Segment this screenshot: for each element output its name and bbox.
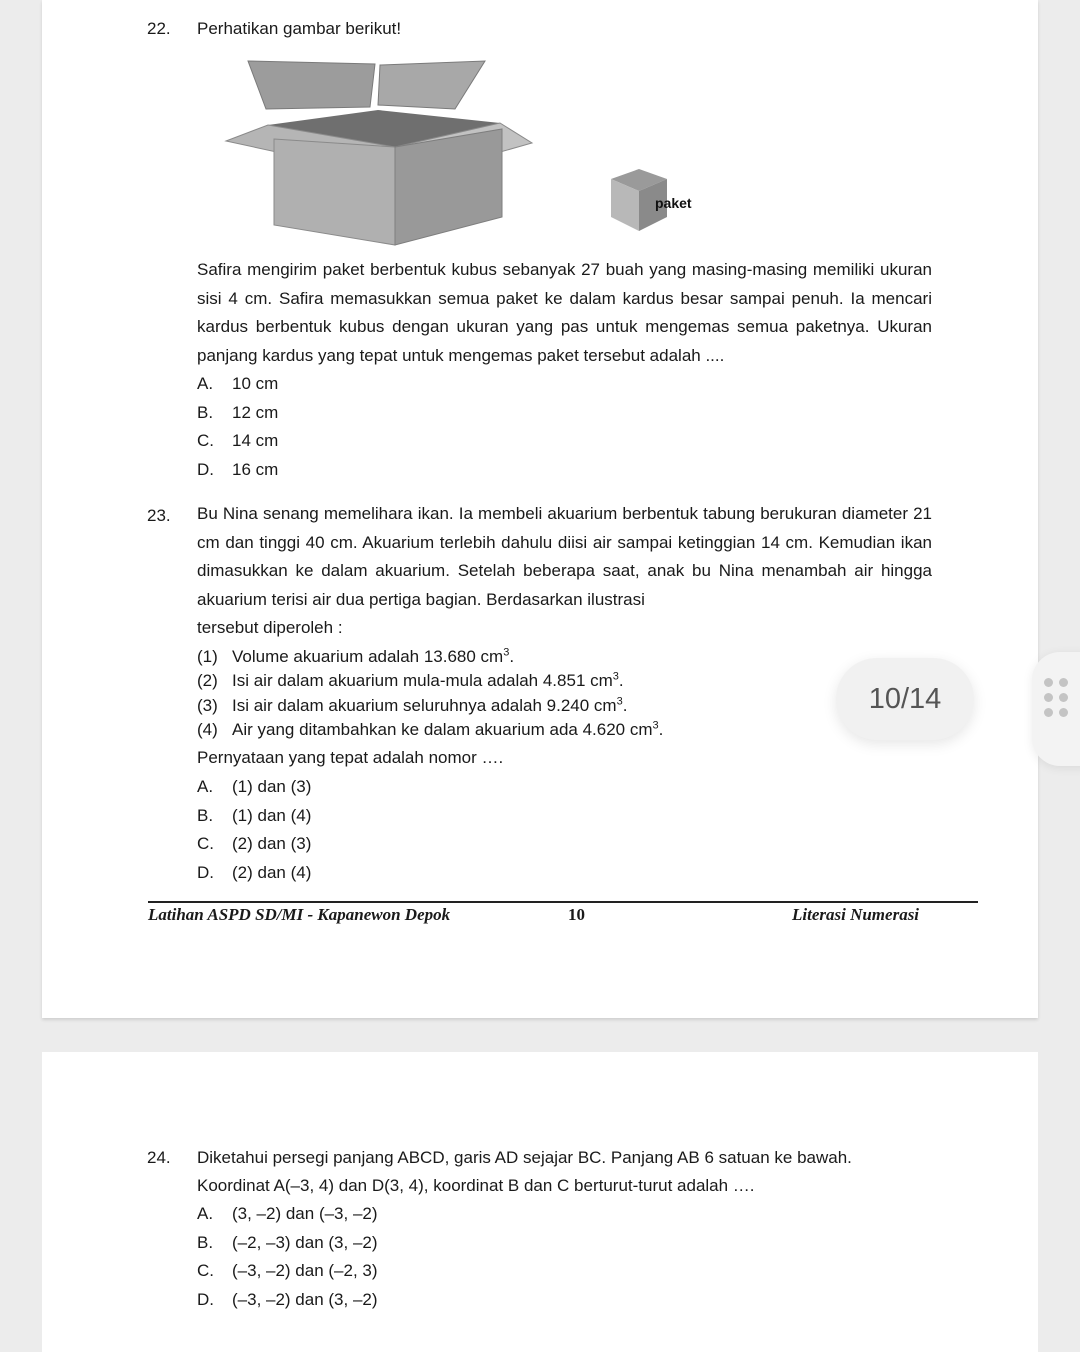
question-23-number: 23. [147, 506, 171, 525]
question-24-text-2: Koordinat A(–3, 4) dan D(3, 4), koordinat B dan C berturut-turut adalah …. [197, 1176, 755, 1195]
open-box-illustration [220, 55, 540, 247]
question-24-options [197, 1200, 378, 1314]
question-23-text: Bu Nina senang memelihara ikan. Ia membeli akuarium berbentuk tabung berukuran diameter 21 cm dan tinggi 40 cm. Akuarium terlebih dahulu diisi air sampai ketinggian 14 cm. Kemudian ikan dimasukkan ke dalam akuarium. Setelah beberapa saat, anak bu Nina menambah air hingga akuarium terisi air dua pertiga bagian. Berdasarkan ilustrasi [197, 504, 932, 609]
statement-4: (4) Air yang ditambahkan ke dalam akuarium ada 4.620 $cm^3$. [197, 719, 664, 739]
drag-dot-icon [1044, 693, 1053, 702]
option-a: A. 10 cm [197, 374, 279, 393]
option-d: D. 16 cm [197, 459, 279, 479]
question-22-options [197, 370, 278, 484]
drag-dot-icon [1059, 678, 1068, 687]
drag-dot-icon [1044, 678, 1053, 687]
question-24-number: 24. [147, 1148, 171, 1167]
option-a: A. (1) dan (3) [197, 777, 312, 796]
question-23-options [197, 773, 311, 887]
footer-left: Latihan ASPD SD/MI - Kapanewon Depok [148, 905, 451, 924]
footer-divider [148, 901, 978, 903]
statement-1: (1) Volume akuarium adalah 13.680 $cm^3$. [197, 646, 515, 666]
drag-dot-icon [1044, 708, 1053, 717]
question-23-statements [197, 645, 663, 742]
question-22-text: Safira mengirim paket berbentuk kubus sebanyak 27 buah yang masing-masing memiliki ukuran sisi 4 cm. Safira memasukkan semua paket ke dalam kardus besar sampai penuh. Ia mencari kardus berbentuk kubus dengan ukuran yang pas untuk mengemas semua paketnya. Ukuran panjang kardus yang tepat untuk mengemas paket tersebut adalah .... [197, 260, 932, 365]
question-22-prompt: Perhatikan gambar berikut! [197, 19, 402, 38]
option-b: B. (1) dan (4) [197, 805, 312, 825]
option-b: B. 12 cm [197, 402, 279, 422]
document-page-11 [42, 1052, 1038, 1352]
drag-dot-icon [1059, 693, 1068, 702]
question-23-closing: Pernyataan yang tepat adalah nomor …. [197, 748, 504, 767]
option-b: B. (–2, –3) dan (3, –2) [197, 1232, 378, 1252]
option-d: D. (2) dan (4) [197, 862, 312, 882]
question-22-number: 22. [147, 19, 171, 38]
page-indicator[interactable]: 10/14 [836, 658, 974, 740]
statement-2: (2) Isi air dalam akuarium mula-mula adalah 4.851 $cm^3$. [197, 670, 624, 691]
scroll-handle[interactable] [1032, 652, 1080, 766]
document-page-10 [42, 0, 1038, 1018]
question-24-text: Diketahui persegi panjang ABCD, garis AD sejajar BC. Panjang AB 6 satuan ke bawah. [197, 1148, 852, 1167]
paket-label: paket [655, 195, 692, 211]
option-c: C. (–3, –2) dan (–2, 3) [197, 1261, 378, 1280]
footer-page-number: 10 [568, 905, 585, 924]
option-a: A. (3, –2) dan (–3, –2) [197, 1204, 378, 1223]
footer-right: Literasi Numerasi [792, 905, 920, 924]
option-c: C. 14 cm [197, 431, 279, 450]
statement-3: (3) Isi air dalam akuarium seluruhnya adalah 9.240 $cm^3$. [197, 694, 628, 715]
drag-dot-icon [1059, 708, 1068, 717]
option-d: D. (–3, –2) dan (3, –2) [197, 1289, 378, 1309]
option-c: C. (2) dan (3) [197, 834, 312, 853]
question-23-text-last: tersebut diperoleh : [197, 618, 343, 637]
